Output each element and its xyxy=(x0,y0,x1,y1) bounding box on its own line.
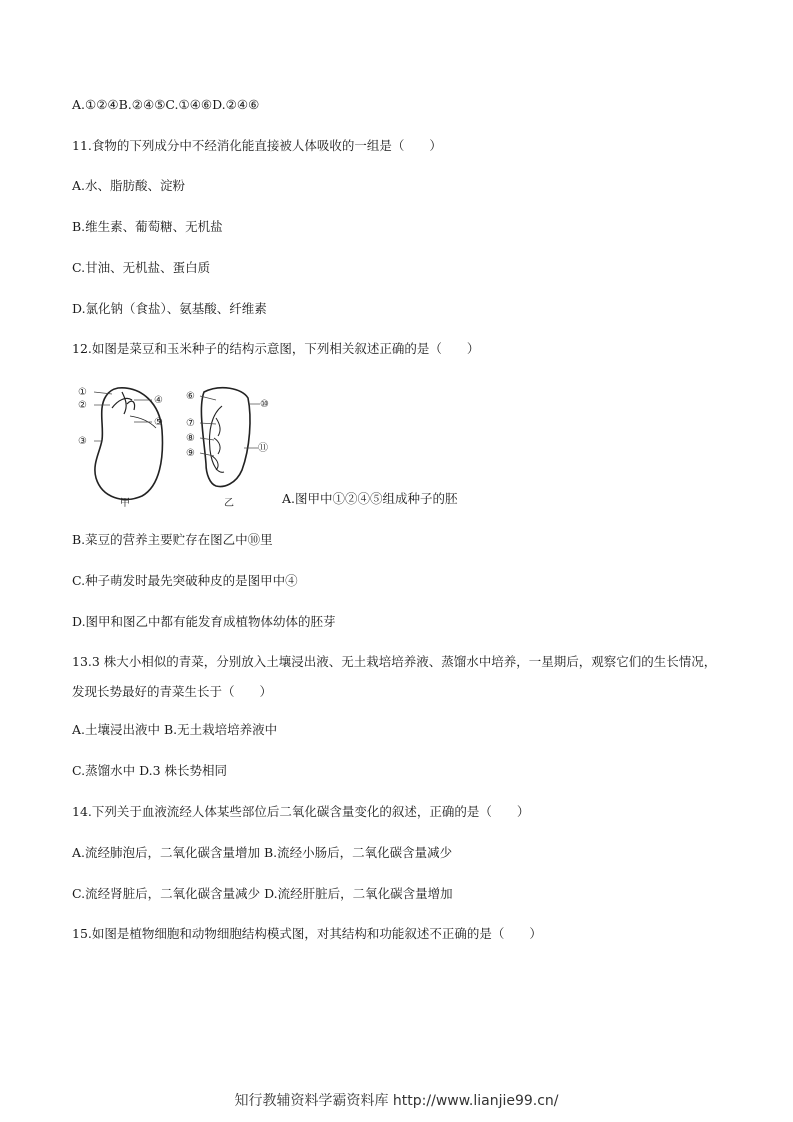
q14-options-cd: C.流经肾脏后，二氧化碳含量减少 D.流经肝脏后，二氧化碳含量增加 xyxy=(72,886,453,901)
jia-label-2: ② xyxy=(78,400,87,411)
bean-seed-diagram xyxy=(95,388,163,500)
yi-label-11: ⑪ xyxy=(258,443,268,454)
seed-structure-figure xyxy=(72,378,282,510)
yi-label-6: ⑥ xyxy=(186,391,195,402)
q12-option-a: A.图甲中①②④⑤组成种子的胚 xyxy=(282,491,458,506)
q13-options-ab: A.土壤浸出液中 B.无土栽培培养液中 xyxy=(72,722,278,737)
q12-option-d: D.图甲和图乙中都有能发育成植物体幼体的胚芽 xyxy=(72,614,336,629)
q10-options: A.①②④B.②④⑤C.①④⑥D.②④⑥ xyxy=(72,97,260,112)
q14-stem: 14.下列关于血液流经人体某些部位后二氧化碳含量变化的叙述，正确的是（ ） xyxy=(72,804,530,819)
jia-label-5: ⑤ xyxy=(154,417,163,428)
jia-caption: 甲 xyxy=(120,498,130,509)
q12-option-c: C.种子萌发时最先突破种皮的是图甲中④ xyxy=(72,573,298,588)
yi-label-7: ⑦ xyxy=(186,418,195,429)
jia-label-4: ④ xyxy=(154,395,163,406)
yi-label-8: ⑧ xyxy=(186,433,195,444)
q11-option-c: C.甘油、无机盐、蛋白质 xyxy=(72,260,211,275)
q11-option-a: A.水、脂肪酸、淀粉 xyxy=(72,178,186,193)
q13-stem: 13.3 株大小相似的青菜，分别放入土壤浸出液、无土栽培培养液、蒸馏水中培养，一星期后，观察它们的生长情况，发现长势最好的青菜生长于（ ） xyxy=(72,654,717,699)
yi-caption: 乙 xyxy=(224,498,234,509)
q15-stem: 15.如图是植物细胞和动物细胞结构模式图，对其结构和功能叙述不正确的是（ ） xyxy=(72,926,542,941)
corn-seed-diagram xyxy=(201,388,250,487)
q12-option-b: B.菜豆的营养主要贮存在图乙中⑩里 xyxy=(72,532,273,547)
q11-option-d: D.氯化钠（食盐）、氨基酸、纤维素 xyxy=(72,301,267,316)
q14-options-ab: A.流经肺泡后，二氧化碳含量增加 B.流经小肠后，二氧化碳含量减少 xyxy=(72,845,453,860)
yi-label-10: ⑩ xyxy=(260,399,269,410)
q11-option-b: B.维生素、葡萄糖、无机盐 xyxy=(72,219,223,234)
jia-label-3: ③ xyxy=(78,436,87,447)
jia-label-1: ① xyxy=(78,387,87,398)
q11-stem: 11.食物的下列成分中不经消化能直接被人体吸收的一组是（ ） xyxy=(72,138,442,153)
q12-stem: 12.如图是菜豆和玉米种子的结构示意图，下列相关叙述正确的是（ ） xyxy=(72,341,480,356)
yi-label-9: ⑨ xyxy=(186,448,195,459)
q13-options-cd: C.蒸馏水中 D.3 株长势相同 xyxy=(72,763,228,778)
footer-watermark: 知行教辅资料学霸资料库 http://www.lianjie99.cn/ xyxy=(234,1093,559,1109)
